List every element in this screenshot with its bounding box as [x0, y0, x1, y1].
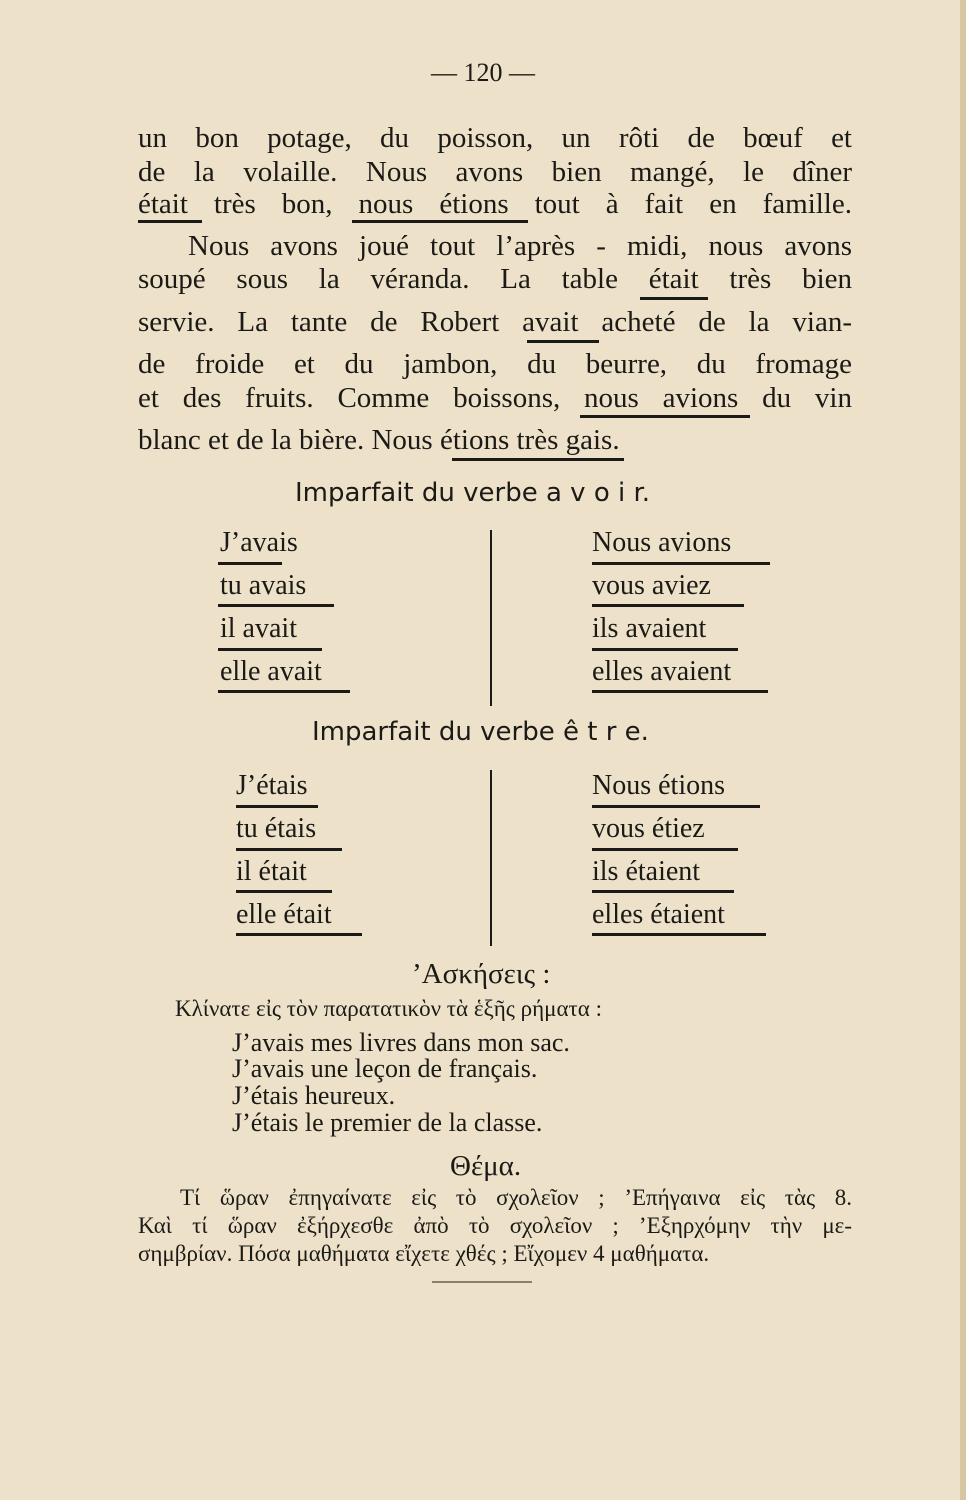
theme-title: Θέμα.	[450, 1150, 522, 1182]
underline	[352, 220, 528, 223]
conjugation-item: il avait	[220, 613, 297, 644]
underline	[218, 690, 350, 693]
conjugation-item: tu étais	[236, 813, 317, 844]
heading-avoir: Imparfait du verbe a v o i r.	[295, 478, 651, 508]
exercises-title: ’Ασκήσεις :	[412, 958, 551, 990]
conjugation-item: ils étaient	[592, 856, 701, 887]
theme-line: Καὶ τί ὥραν ἐξήρχεσθε ἀπὸ τὸ σχολεῖον ; ’Εξηρχόμην τὴν με-	[138, 1213, 852, 1238]
underline	[592, 848, 738, 851]
underline	[236, 890, 332, 893]
conjugation-item: elles étaient	[592, 899, 725, 930]
text-line: et des fruits. Comme boissons, nous avions du vin	[138, 382, 852, 414]
section-divider	[432, 1281, 532, 1283]
underline	[527, 340, 599, 343]
underline	[236, 933, 362, 936]
theme-line: Τί ὥραν ἐπηγαίνατε εἰς τὸ σχολεῖον ; ’Επήγαινα εἰς τὰς 8.	[180, 1185, 852, 1210]
text-line: servie. La tante de Robert avait acheté de la vian-	[138, 306, 852, 338]
underline	[580, 415, 750, 418]
column-divider	[490, 530, 492, 706]
underline	[218, 648, 322, 651]
conjugation-item: vous étiez	[592, 813, 705, 844]
underline	[592, 805, 760, 808]
page-number: — 120 —	[431, 58, 535, 87]
underline	[218, 604, 334, 607]
exercise-item: J’avais mes livres dans mon sac.	[232, 1028, 570, 1057]
conjugation-item: il était	[236, 856, 307, 887]
underline	[592, 690, 768, 693]
underline	[218, 562, 282, 565]
text-line: Nous avons joué tout l’après - midi, nous avons	[188, 230, 852, 262]
conjugation-item: vous aviez	[592, 570, 711, 601]
exercise-item: J’étais le premier de la classe.	[232, 1108, 543, 1137]
exercise-item: J’étais heureux.	[232, 1081, 396, 1110]
conjugation-item: tu avais	[220, 570, 307, 601]
underline	[592, 562, 770, 565]
underline	[640, 297, 708, 300]
text-line: un bon potage, du poisson, un rôti de bœuf et	[138, 122, 852, 154]
conjugation-item: elle avait	[220, 656, 322, 687]
exercises-instruction: Κλίνατε εἰς τὸν παρατατικὸν τὰ ἑξῆς ρήματα :	[175, 996, 602, 1021]
text-line: soupé sous la véranda. La table était très bien	[138, 263, 852, 295]
text-line: blanc et de la bière. Nous étions très gais.	[138, 424, 620, 456]
conjugation-item: elle était	[236, 899, 332, 930]
column-divider	[490, 770, 492, 946]
conjugation-item: Nous avions	[592, 527, 732, 558]
exercise-item: J’avais une leçon de français.	[232, 1054, 538, 1083]
text-line: de la volaille. Nous avons bien mangé, le dîner	[138, 156, 852, 188]
underline	[236, 805, 318, 808]
underline	[138, 220, 202, 223]
underline	[452, 458, 624, 461]
text-line: de froide et du jambon, du beurre, du fromage	[138, 348, 852, 380]
underline	[592, 890, 734, 893]
underline	[592, 933, 766, 936]
conjugation-item: ils avaient	[592, 613, 707, 644]
heading-etre: Imparfait du verbe ê t r e.	[312, 717, 649, 747]
conjugation-item: elles avaient	[592, 656, 732, 687]
underline	[592, 604, 744, 607]
conjugation-item: J’étais	[236, 770, 308, 801]
conjugation-item: J’avais	[220, 527, 298, 558]
underline	[592, 648, 738, 651]
theme-line: σημβρίαν. Πόσα μαθήματα εἴχετε χθές ; Εἴχομεν 4 μαθήματα.	[138, 1241, 710, 1266]
conjugation-item: Nous étions	[592, 770, 725, 801]
page-edge	[960, 0, 966, 1500]
text-line: était très bon, nous étions tout à fait en famille.	[138, 188, 852, 220]
underline	[236, 848, 342, 851]
